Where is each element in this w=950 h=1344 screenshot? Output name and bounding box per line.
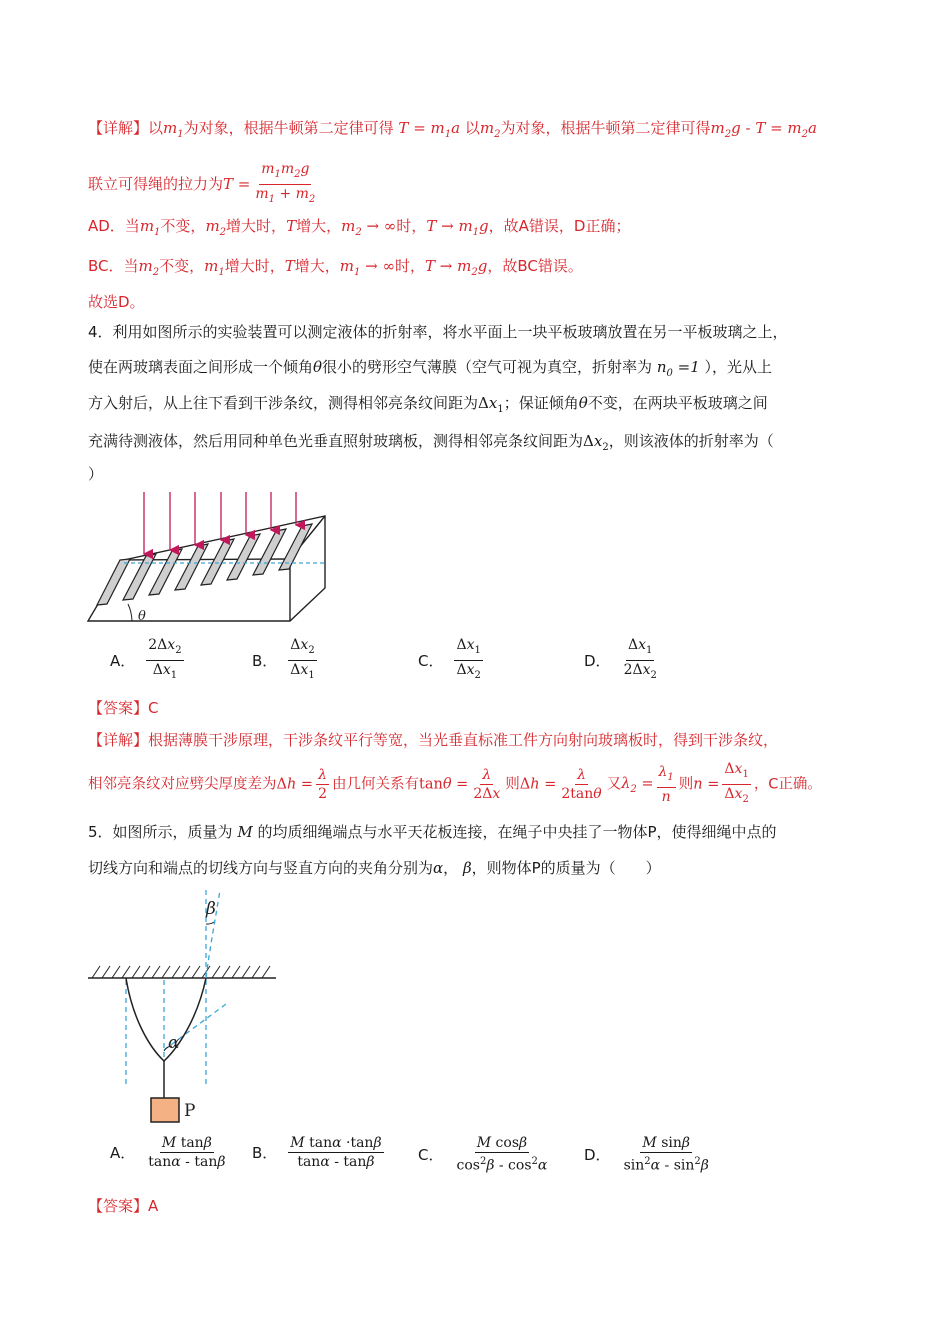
- p-label: P: [184, 1101, 196, 1121]
- p3-conclusion: 故选D。: [88, 293, 145, 311]
- formula: $T = m_1a$: [393, 119, 465, 140]
- q5-option-d[interactable]: D． $\frac{\text{M sinβ}}{\sin^2\alpha - \sin^2\beta}$: [584, 1135, 709, 1174]
- q4-option-a[interactable]: A． $\frac{2\Delta x_2}{\Delta x_1}$: [110, 637, 182, 681]
- detail-tag: 【详解】: [88, 119, 149, 137]
- q4-stem-line2: 使在两玻璃表面之间形成一个倾角θ很小的劈形空气薄膜（空气可视为真空，折射率为 $n_0 =1$ ），光从上: [88, 358, 773, 379]
- q5-option-a[interactable]: A． $\frac{\text{M tanβ}}{\tan\alpha - \tan\beta}$: [110, 1135, 226, 1170]
- p3-detail-line2: 联立可得绳的拉力为T = $\frac{m_1m_2g}{m_1 + m_2}$: [88, 160, 320, 209]
- formula: $m_2g - T = m_2a$: [710, 119, 817, 140]
- q5-option-b[interactable]: B． $\frac{\text{M tanα ·tanβ}}{\tan\alpha - \tan\beta}$: [252, 1135, 382, 1170]
- beta-label: β: [206, 899, 216, 919]
- q4-answer: 【答案】C: [88, 699, 159, 717]
- q4-wedge-figure: [84, 488, 334, 628]
- q4-detail-line1: 【详解】根据薄膜干涉原理，干涉条纹平行等宽，当光垂直标准工件方向射向玻璃板时，得到干涉条纹，: [88, 731, 779, 749]
- fraction: $\frac{m_1m_2g}{m_1 + m_2}$: [255, 161, 316, 205]
- q5-answer: 【答案】A: [88, 1197, 159, 1215]
- q4-option-c[interactable]: C． $\frac{\Delta x_1}{\Delta x_2}$: [418, 637, 481, 681]
- interference-fringes: [97, 524, 312, 605]
- q4-option-d[interactable]: D． $\frac{\Delta x_1}{2\Delta x_2}$: [584, 637, 657, 681]
- q5-stem-line1: 5．如图所示，质量为 M 的均质细绳端点与水平天花板连接，在绳子中央挂了一物体P，使得细绳中点的: [88, 823, 777, 841]
- formula: $m_1$: [163, 119, 184, 140]
- p3-detail-line1: 【详解】以$m_1$为对象，根据牛顿第二定律可得 $T = m_1a$ 以$m_2$为对象，根据牛顿第二定律可得$m_2g - T = m_2a$: [88, 119, 817, 140]
- q4-stem-line4: 充满待测液体，然后用同种单色光垂直照射玻璃板，测得相邻亮条纹间距为$\Delta x_2$，则该液体的折射率为（: [88, 432, 774, 453]
- p3-detail-line3: AD．当$m_1$不变，$m_2$增大时，T增大，$m_2$ → ∞时，$T \to m_1g$，故A错误，D正确；: [88, 217, 631, 238]
- q5-option-c[interactable]: C． $\frac{\text{M cosβ}}{\cos^2\beta - \cos^2\alpha}$: [418, 1135, 548, 1174]
- alpha-label: α: [168, 1033, 180, 1053]
- q5-rope-figure: [86, 886, 286, 1126]
- guide-lines: [126, 890, 226, 1086]
- q4-detail-line2: 相邻亮条纹对应劈尖厚度差为Δh = $\frac{\lambda}{2}$ 由几何关系有tanθ = $\frac{\lambda}{2\Delta x}$ 则Δh = $\frac{\lambda}{2\tan\theta}$ 又$\lambda_2$ = $\frac{\lambda_1}{n}$ 则n = $\frac{\Delta x_1}{\Delta x_2}$ ，C正确。: [88, 761, 822, 805]
- q4-stem-line1: 4．利用如图所示的实验装置可以测定液体的折射率，将水平面上一块平板玻璃放置在另一平板玻璃之上，: [88, 323, 788, 341]
- formula: $m_2$: [479, 119, 501, 140]
- q5-stem-line2: 切线方向和端点的切线方向与竖直方向的夹角分别为α， β，则物体P的质量为（ ）: [88, 859, 661, 877]
- formula: T =: [223, 174, 251, 193]
- q4-stem-line5: ）: [88, 465, 104, 483]
- theta-label: θ: [138, 609, 146, 624]
- p3-detail-line4: BC．当$m_2$不变，$m_1$增大时，T增大，$m_1$ → ∞时，$T \to m_2g$，故BC错误。: [88, 257, 583, 278]
- q4-stem-line3: 方入射后，从上往下看到干涉条纹，测得相邻亮条纹间距为$\Delta x_1$；保证倾角θ不变，在两块平板玻璃之间: [88, 394, 768, 415]
- mass-block-p: [151, 1098, 179, 1122]
- q4-option-b[interactable]: B． $\frac{\Delta x_2}{\Delta x_1}$: [252, 637, 315, 681]
